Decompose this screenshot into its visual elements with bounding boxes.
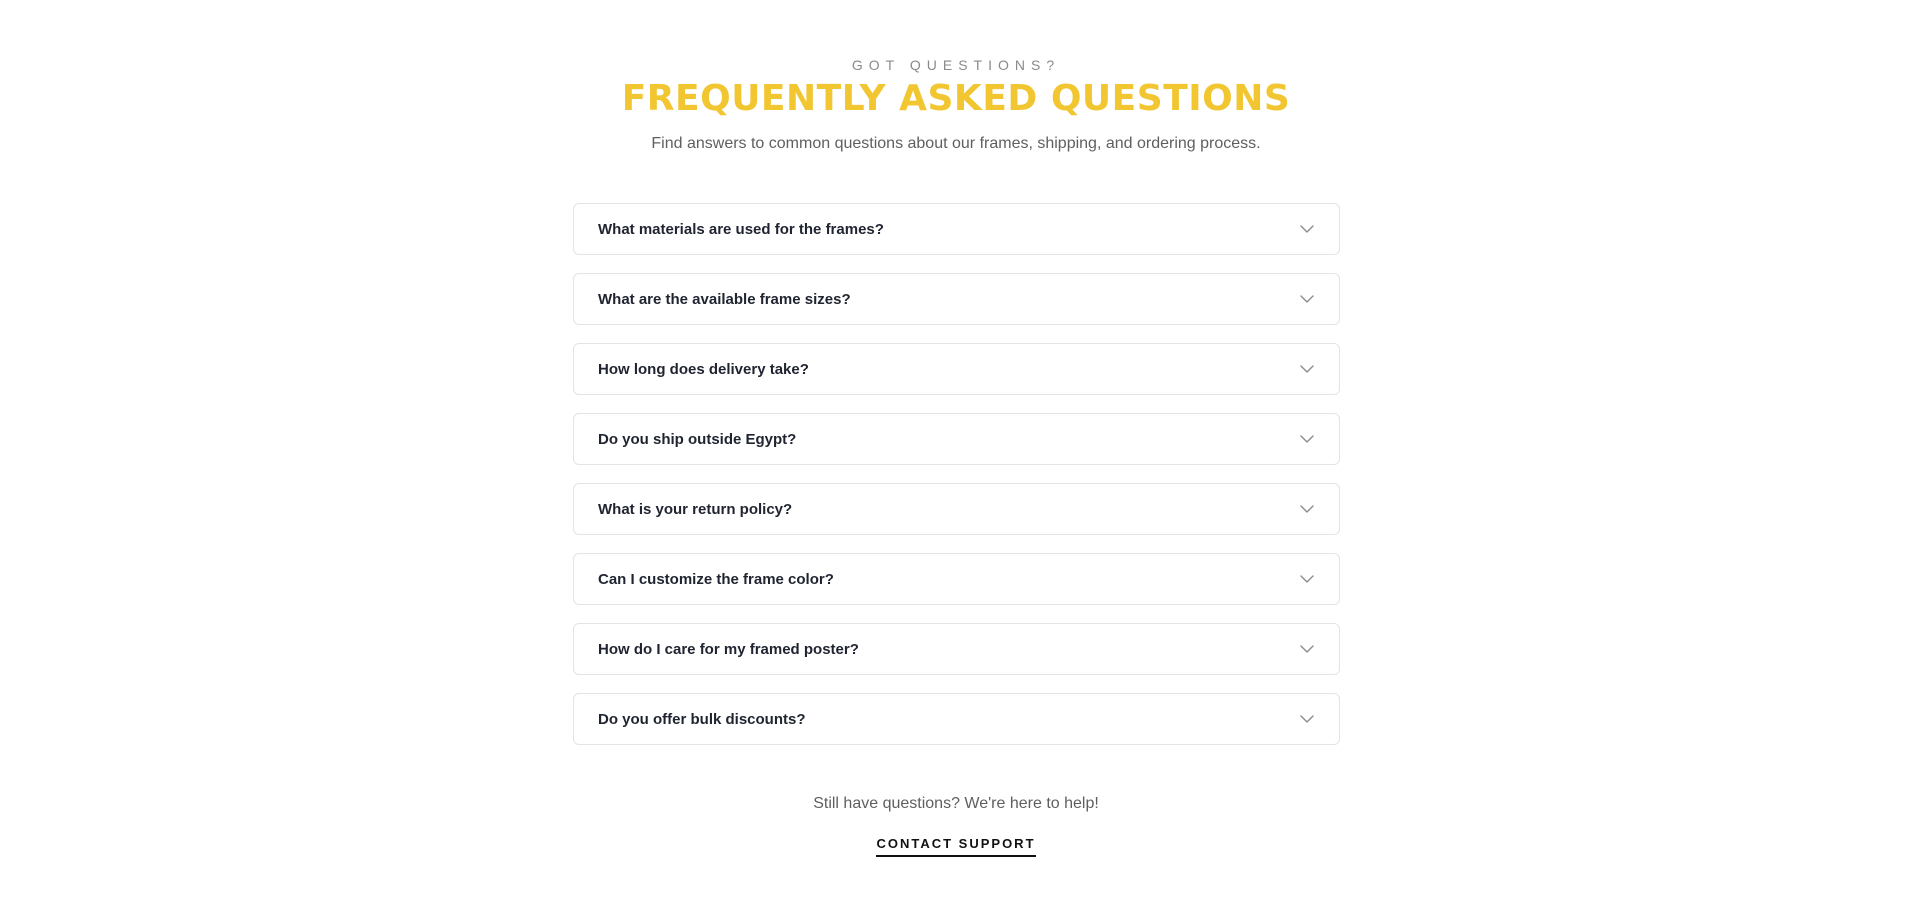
- chevron-down-icon: [1299, 431, 1315, 447]
- faq-item[interactable]: [573, 623, 1340, 675]
- page-title: FREQUENTLY ASKED QUESTIONS: [621, 78, 1291, 119]
- chevron-down-icon: [1299, 361, 1315, 377]
- faq-question: How do I care for my framed poster?: [598, 640, 859, 658]
- faq-question: Do you offer bulk discounts?: [598, 710, 806, 728]
- chevron-down-icon: [1299, 641, 1315, 657]
- faq-item[interactable]: [573, 343, 1340, 395]
- faq-question: Can I customize the frame color?: [598, 570, 834, 588]
- help-text: Still have questions? We're here to help!: [813, 795, 1099, 812]
- contact-wrap: [0, 835, 1912, 857]
- page-subtitle: Find answers to common questions about our frames, shipping, and ordering process.: [651, 135, 1261, 152]
- faq-item[interactable]: [573, 553, 1340, 605]
- faq-item[interactable]: [573, 413, 1340, 465]
- chevron-down-icon: [1299, 501, 1315, 517]
- chevron-down-icon: [1299, 711, 1315, 727]
- chevron-down-icon: [1299, 291, 1315, 307]
- faq-question: How long does delivery take?: [598, 360, 809, 378]
- faq-question: What materials are used for the frames?: [598, 220, 884, 238]
- chevron-down-icon: [1299, 571, 1315, 587]
- faq-question: What is your return policy?: [598, 500, 793, 518]
- contact-support-link[interactable]: CONTACT SUPPORT: [876, 836, 1035, 857]
- faq-question: What are the available frame sizes?: [598, 290, 851, 308]
- faq-item[interactable]: [573, 273, 1340, 325]
- faq-question: Do you ship outside Egypt?: [598, 430, 797, 448]
- faq-item[interactable]: [573, 203, 1340, 255]
- faq-item[interactable]: [573, 693, 1340, 745]
- eyebrow-text: GOT QUESTIONS?: [851, 57, 1061, 73]
- chevron-down-icon: [1299, 221, 1315, 237]
- faq-list: [573, 203, 1340, 763]
- faq-item[interactable]: [573, 483, 1340, 535]
